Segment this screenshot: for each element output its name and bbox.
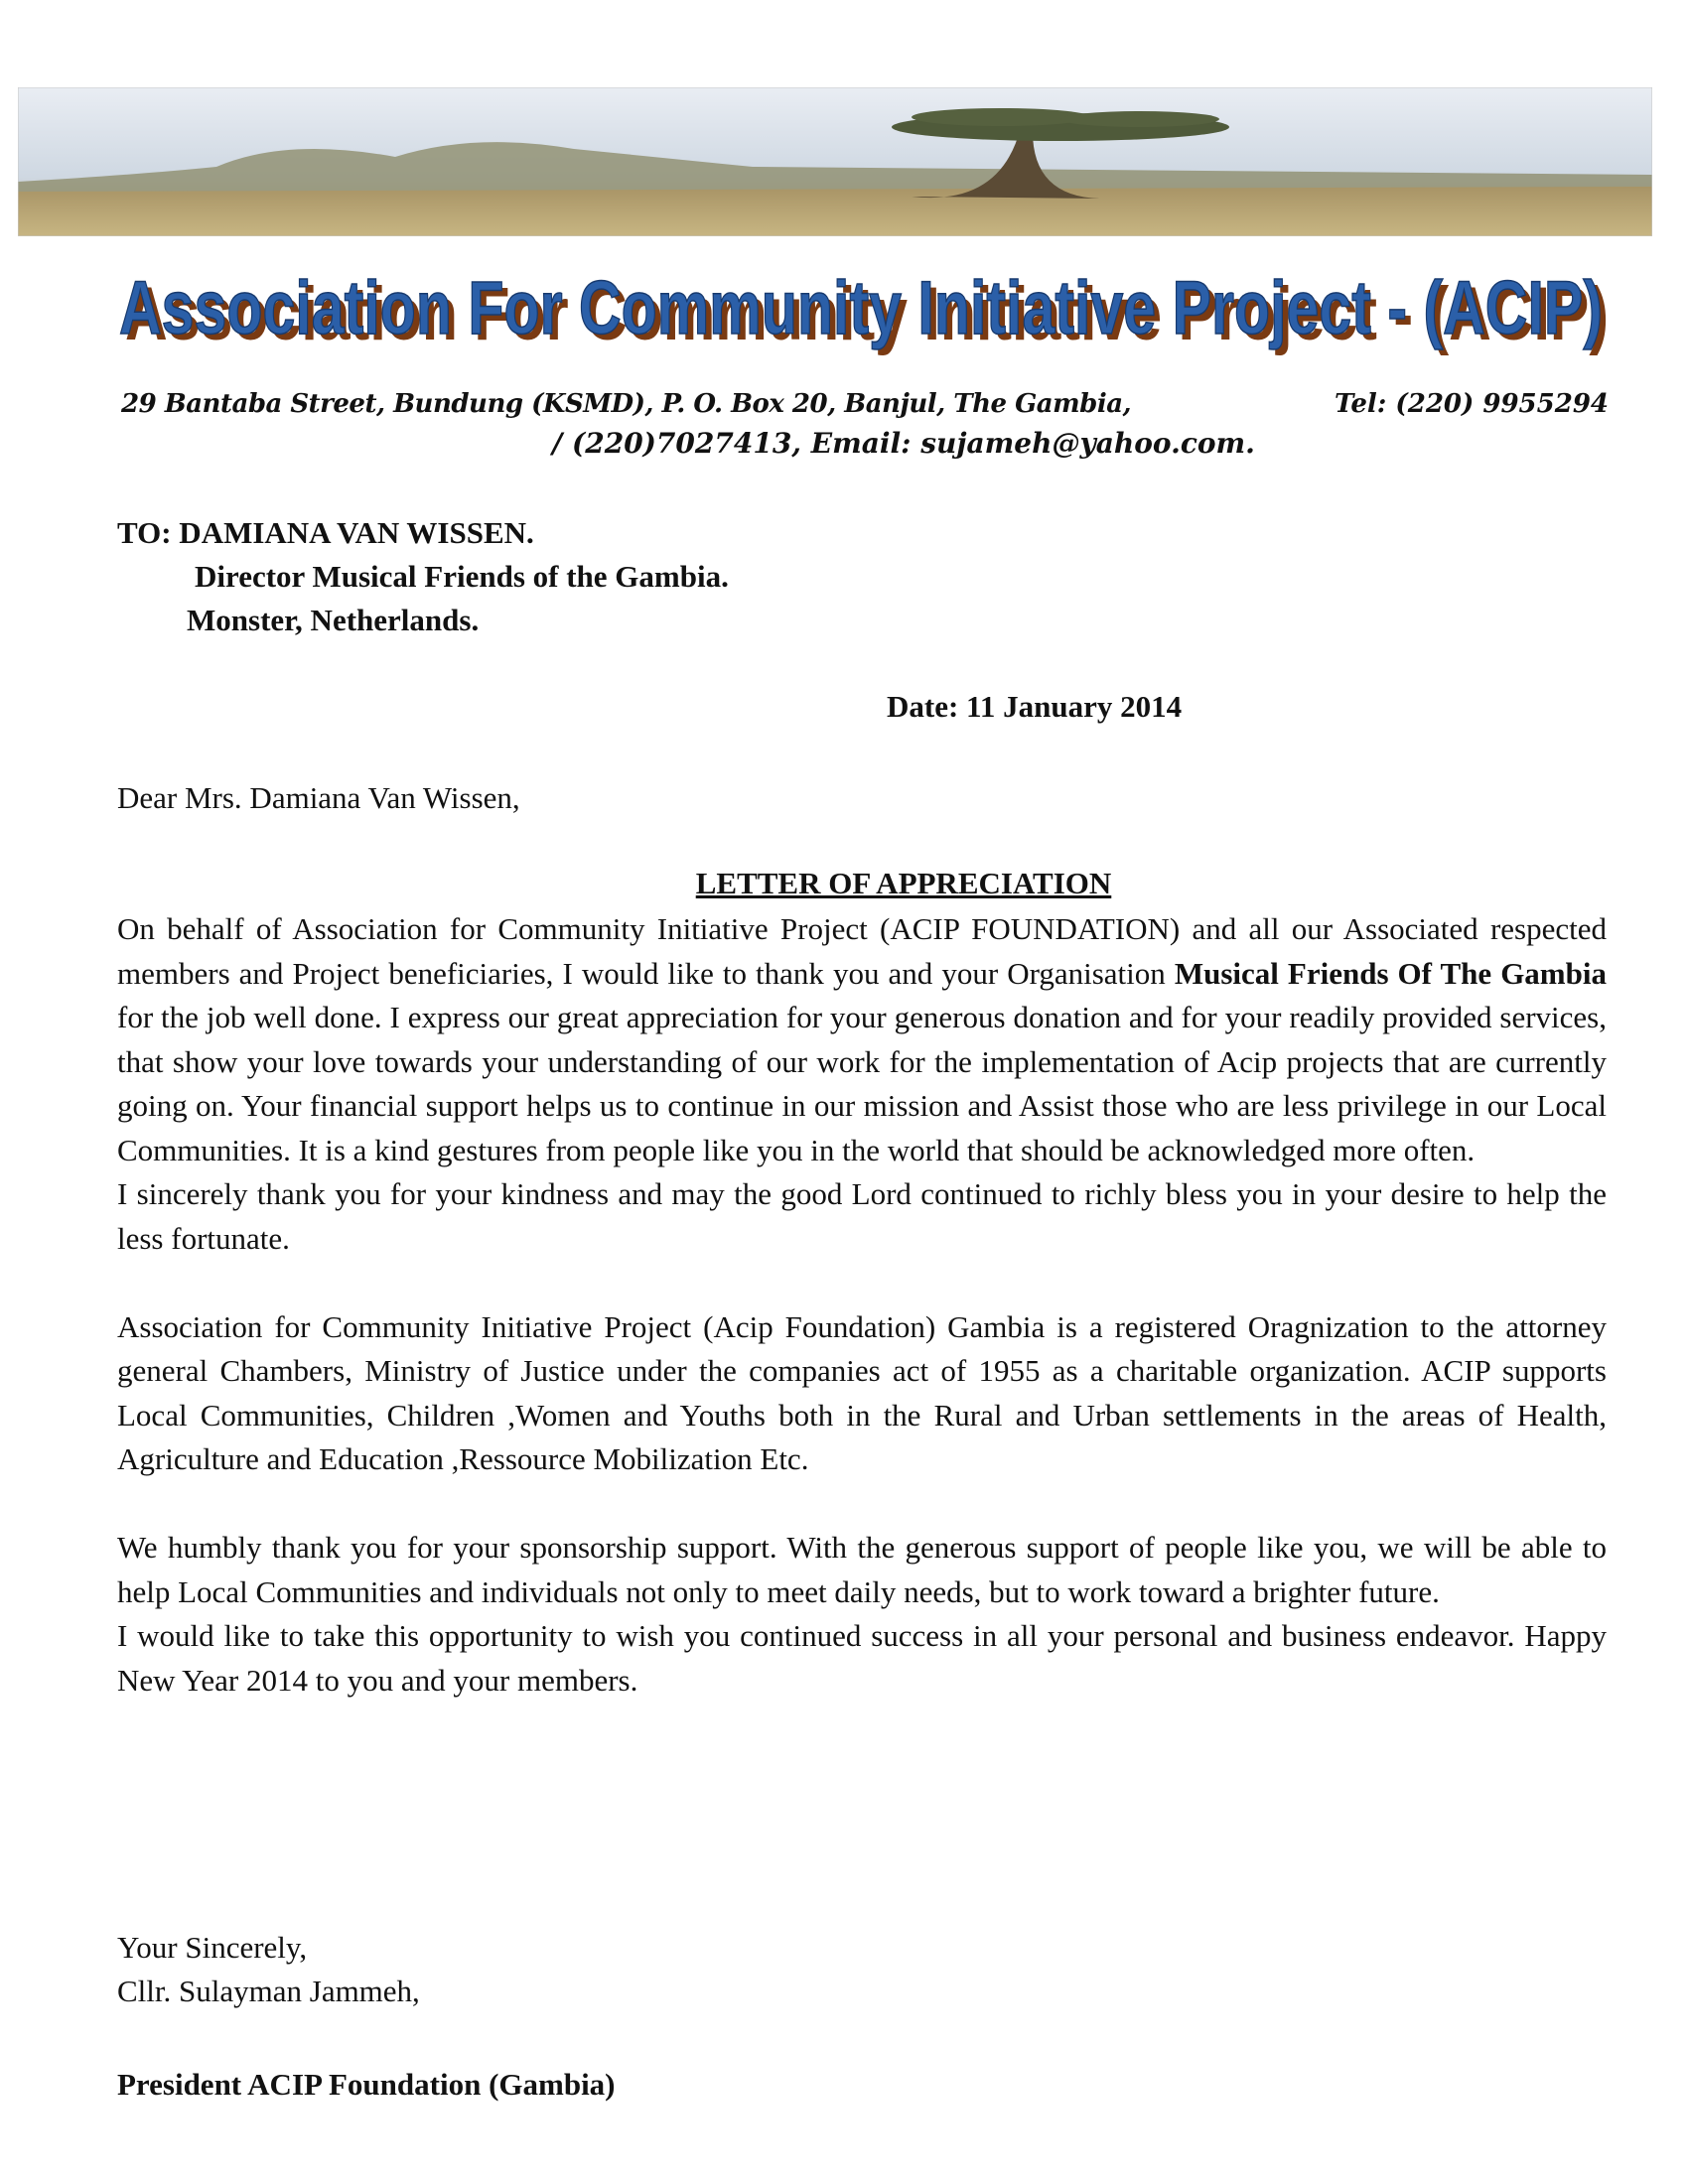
paragraph-1 xyxy=(117,907,1607,1172)
signer-name: Cllr. Sulayman Jammeh, xyxy=(117,1974,420,2008)
address-line-2: / (220)7027413, Email: sujameh@yahoo.com. xyxy=(552,427,1255,460)
recipient-title: Director Musical Friends of the Gambia. xyxy=(195,559,729,594)
org-title-text: Association For Community Initiative Project - (ACIP) xyxy=(119,266,1603,350)
letter-heading xyxy=(0,866,1688,901)
paragraph-1-part-1: On behalf of Association for Community Initiative Project (ACIP FOUNDATION) and all our Associated respected members and Project beneficiaries, I would like to thank you and your Organisation xyxy=(117,911,1607,991)
org-name-bold: Musical Friends Of The Gambia xyxy=(1174,955,1607,991)
paragraph-3: Association for Community Initiative Project (Acip Foundation) Gambia is a registered Oragnization to the attorney general Chambers, Ministry of Justice under the companies act of 1955 as a charitable organization. ACIP supports Local Communities, Children ,Women and Youths both in the Rural and Urban settlements in the areas of Health, Agriculture and Education ,Ressource Mobilization Etc. xyxy=(117,1308,1607,1476)
org-title-shadow: Association For Community Initiative Project - (ACIP) xyxy=(125,272,1609,356)
paragraph-5: I would like to take this opportunity to wish you continued success in all your personal and business endeavor. Happy New Year 2014 to you and your members. xyxy=(117,1618,1607,1698)
recipient-name: : DAMIANA VAN WISSEN. xyxy=(161,515,534,550)
recipient-location: Monster, Netherlands. xyxy=(187,603,480,637)
to-label: TO xyxy=(117,515,162,550)
letter-body xyxy=(117,907,1607,1703)
organization-title-logo xyxy=(119,248,1618,367)
paragraph-2: I sincerely thank you for your kindness and may the good Lord continued to richly bless you in your desire to help the less fortunate. xyxy=(117,1176,1607,1256)
landscape-banner-image xyxy=(18,87,1652,236)
address-line-1: 29 Bantaba Street, Bundung (KSMD), P. O. Box 20, Banjul, The Gambia, xyxy=(121,389,1132,419)
paragraph-1-part-2: for the job well done. I express our great appreciation for your generous donation and for your readily provided services, that show your love towards your understanding of our work for the implementation of Acip projects that are currently going on. Your financial support helps us to continue in our mission and Assist those who are less privilege in our Local Communities. It is a kind gestures from people like you in the world that should be acknowledged more often. xyxy=(117,1000,1607,1167)
telephone: Tel: (220) 9955294 xyxy=(1335,389,1609,419)
letter-date: Date: 11 January 2014 xyxy=(887,689,1183,724)
paragraph-4: We humbly thank you for your sponsorship support. With the generous support of people like you, we will be able to help Local Communities and individuals not only to meet daily needs, but to work toward a brighter future. xyxy=(117,1530,1607,1609)
signer-position: President ACIP Foundation (Gambia) xyxy=(117,2067,616,2102)
signoff: Your Sincerely, xyxy=(117,1930,308,1965)
letter-heading-text: LETTER OF APPRECIATION xyxy=(695,866,1112,900)
closing-block xyxy=(117,1926,420,2013)
salutation: Dear Mrs. Damiana Van Wissen, xyxy=(117,780,520,815)
recipient-block xyxy=(117,511,729,642)
